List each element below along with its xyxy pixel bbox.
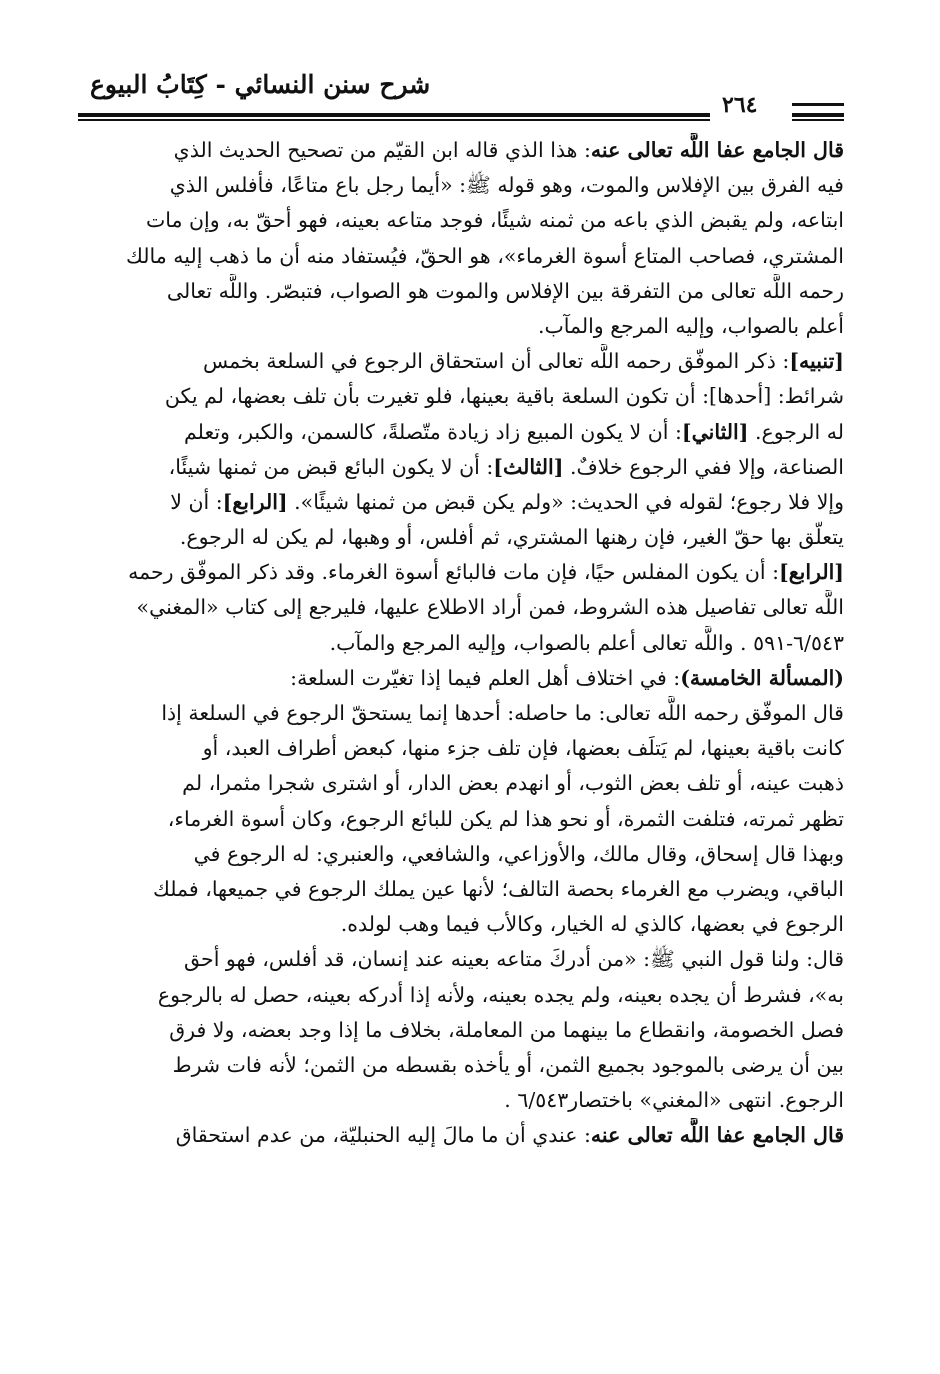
header-rule: [78, 113, 710, 117]
text-run: له الرجوع.: [748, 419, 844, 444]
bold-heading-text: [الرابع]: [222, 489, 288, 514]
text-line: [78, 978, 844, 1013]
text-run: ذهبت عينه، أو تلف بعض الثوب، أو انهدم بعض الدار، أو اشترى شجرا مثمرا، لم: [182, 771, 844, 796]
text-run: كانت باقية بعينها، لم يَتلَف بعضها، فإن تلف جزء منها، كبعض أطراف العبد، أو: [202, 736, 844, 761]
text-run: : هذا الذي قاله ابن القيّم من تصحيح الحديث الذي: [173, 138, 591, 162]
text-line: [78, 626, 844, 661]
text-line: [78, 274, 844, 309]
text-line: [78, 344, 844, 379]
text-run: الرجوع. انتهى «المغني» باختصار٦/٥٤٣ .: [504, 1088, 844, 1113]
header-rule: [78, 119, 710, 121]
text-line: [78, 415, 844, 450]
text-line: [78, 872, 844, 907]
bold-heading-text: [الرابع]: [779, 560, 844, 585]
text-run: رحمه اللَّه تعالى من التفرقة بين الإفلاس والموت هو الصواب، فتبصّر. واللَّه تعالى: [166, 278, 844, 303]
text-run: : أن لا: [170, 489, 223, 514]
text-line: [78, 661, 844, 696]
bold-heading-text: [تنبيه]: [789, 349, 844, 374]
text-run: : أن لا يكون المبيع زاد زيادة متّصلةً، كالسمن، والكبر، وتعلم: [184, 419, 682, 444]
text-line: [78, 555, 844, 590]
text-line: [78, 168, 844, 203]
text-run: الصناعة، وإلا ففي الرجوع خلافٌ.: [563, 454, 844, 479]
text-run: ٦/٥٤٣-٥٩١ . واللَّه تعالى أعلم بالصواب، وإليه المرجع والمآب.: [329, 630, 844, 655]
text-run: وبهذا قال إسحاق، وقال مالك، والأوزاعي، والشافعي، والعنبري: له الرجوع في: [193, 841, 844, 866]
text-line: [78, 1083, 844, 1118]
text-line: [78, 1118, 844, 1153]
text-run: يتعلّق بها حقّ الغير، فإن رهنها المشتري، ثم أفلس، أو وهبها، لم يكن له الرجوع.: [179, 525, 844, 550]
text-run: فيه الفرق بين الإفلاس والموت، وهو قوله ﷺ: «أيما رجل باع متاعًا، فأفلس الذي: [169, 173, 844, 198]
text-line: [78, 379, 844, 414]
text-line: [78, 450, 844, 485]
header-ornament-rule: [792, 113, 844, 117]
text-run: : في اختلاف أهل العلم فيما إذا تغيّرت السلعة:: [290, 665, 681, 690]
text-line: [78, 766, 844, 801]
text-line: [78, 1048, 844, 1083]
text-line: [78, 837, 844, 872]
text-line: [78, 239, 844, 274]
bold-heading-text: [الثاني]: [681, 419, 749, 444]
text-run: : ذكر الموفّق رحمه اللَّه تعالى أن استحقاق الرجوع في السلعة بخمس: [202, 349, 790, 374]
text-run: أعلم بالصواب، وإليه المرجع والمآب.: [537, 313, 844, 338]
body-text: [78, 133, 844, 1153]
bold-heading-text: [الثالث]: [493, 454, 564, 479]
text-line: [78, 133, 844, 168]
page-number: ٢٦٤: [722, 92, 758, 118]
header-ornament-rule: [792, 119, 844, 121]
running-title: شرح سنن النسائي - كِتَابُ البيوع: [90, 70, 431, 99]
text-line: [78, 590, 844, 625]
text-run: الرجوع في بعضها، كالذي له الخيار، وكالأب فيما وهب لولده.: [340, 912, 844, 937]
text-line: [78, 731, 844, 766]
text-line: [78, 1013, 844, 1048]
text-line: [78, 942, 844, 977]
text-run: المشتري، فصاحب المتاع أسوة الغرماء»، هو الحقّ، فيُستفاد منه أن ما ذهب إليه مالك: [126, 243, 844, 268]
text-run: تظهر ثمرته، فتلفت الثمرة، أو نحو هذا لم يكن للبائع الرجوع، وكان أسوة الغرماء،: [167, 806, 844, 831]
text-line: [78, 696, 844, 731]
text-run: شرائط: [أحدها]: أن تكون السلعة باقية بعينها، فلو تغيرت بأن تلف بعضها، لم يكن: [164, 384, 844, 409]
text-run: : عندي أن ما مالَ إليه الحنبليّة، من عدم استحقاق: [175, 1123, 591, 1148]
text-line: [78, 802, 844, 837]
text-run: بين أن يرضى بالموجود بجميع الثمن، أو يأخذه بقسطه من الثمن؛ لأنه فات شرط: [172, 1052, 844, 1077]
text-run: : أن يكون المفلس حيًا، فإن مات فالبائع أسوة الغرماء. وقد ذكر الموفّق رحمه: [128, 560, 780, 585]
text-run: به»، فشرط أن يجده بعينه، ولم يجده بعينه، ولأنه إذا أدركه بعينه، حصل له بالرجوع: [157, 982, 844, 1007]
header-ornament-rule: [792, 103, 844, 106]
text-run: ابتاعه، ولم يقبض الذي باعه من ثمنه شيئًا، فوجد متاعه بعينه، فهو أحقّ به، وإن مات: [145, 208, 844, 233]
bold-heading-text: (المسألة الخامسة): [680, 665, 844, 690]
bold-heading-text: قال الجامع عفا اللَّه تعالى عنه: [590, 1123, 844, 1148]
text-run: قال الموفّق رحمه اللَّه تعالى: ما حاصله: أحدها إنما يستحقّ الرجوع في السلعة إذا: [161, 701, 844, 725]
bold-heading-text: قال الجامع عفا اللَّه تعالى عنه: [590, 138, 844, 162]
text-run: قال: ولنا قول النبي ﷺ: «من أدركَ متاعه بعينه عند إنسان، قد أفلس، فهو أحق: [183, 947, 844, 972]
text-line: [78, 203, 844, 238]
text-run: فصل الخصومة، وانقطاع ما بينهما من المعاملة، بخلاف ما إذا وجد بعضه، ولا فرق: [169, 1017, 844, 1042]
text-run: الباقي، ويضرب مع الغرماء بحصة التالف؛ لأنها عين يملك الرجوع في جميعها، فملك: [152, 876, 844, 901]
text-run: : أن لا يكون البائع قبض من ثمنها شيئًا،: [168, 454, 494, 479]
text-run: اللَّه تعالى تفاصيل هذه الشروط، فمن أراد الاطلاع عليها، فليرجع إلى كتاب «المغني»: [136, 595, 844, 620]
text-run: وإلا فلا رجوع؛ لقوله في الحديث: «ولم يكن قبض من ثمنها شيئًا».: [287, 489, 844, 514]
text-line: [78, 309, 844, 344]
text-line: [78, 907, 844, 942]
text-line: [78, 520, 844, 555]
text-line: [78, 485, 844, 520]
